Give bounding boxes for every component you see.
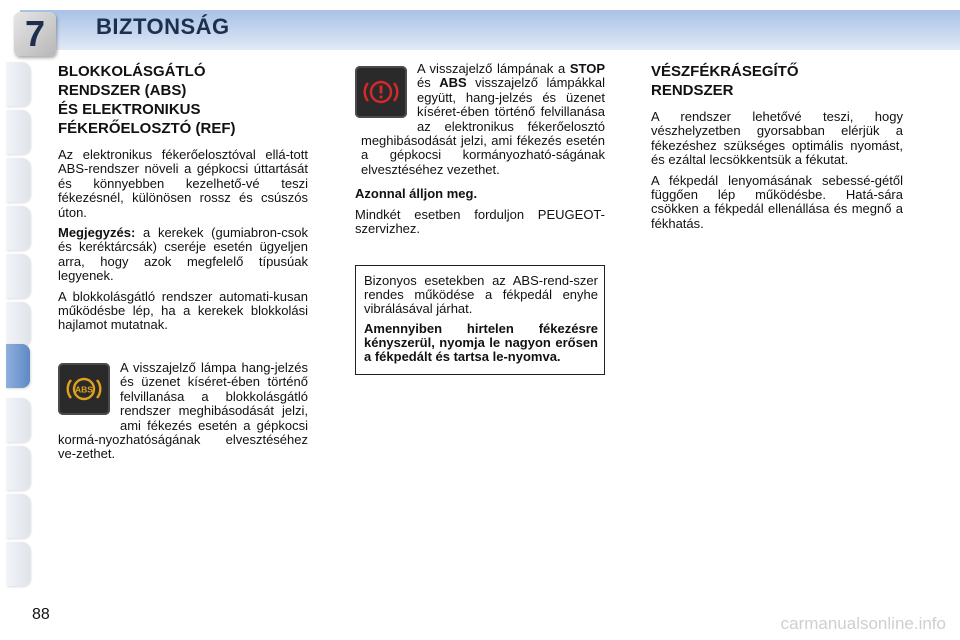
ref-lamp-paragraph: A visszajelző lámpának a STOP és ABS visszajelző lámpákkal együtt, hang-jelzés és üzenet kíséret-ében történő felvillanása az elektronikus fékerőelosztó meghibásodását jelzi, ami fékezés esetén a gépkocsi kormányozható-ságának elvesztéséhez vezethet. (361, 61, 606, 177)
side-tab-8[interactable] (6, 398, 30, 442)
side-tab-3[interactable] (6, 158, 30, 202)
chapter-number: 7 (24, 13, 46, 54)
side-tab-9[interactable] (6, 446, 30, 490)
abs-note-paragraph: Megjegyzés: a kerekek (gumiabron-csok és keréktárcsák) cseréje esetén ügyeljen arra, hogy azok megfelelő típusúak legyenek. (58, 225, 308, 284)
abs-auto-paragraph: A blokkolásgátló rendszer automati-kusan működésbe lép, ha a kerekek blokkolási hajlamot mutatnak. (58, 288, 308, 333)
abs-section (58, 62, 308, 468)
abs-warning-icon (58, 363, 110, 415)
page-title: BIZTONSÁG (96, 14, 230, 39)
brake-assist-paragraph-2: A fékpedál lenyomásának sebessé-gétől függően lép működésbe. Hatá-sára csökken a fékpedál ellenállása és megnő a fékhatás. (651, 172, 903, 231)
chapter-number-badge (14, 12, 56, 56)
warning-box-paragraph-1: Bizonyos esetekben az ABS-rend-szer rendes működése a fékpedál enyhe vibrálásával járhat. (364, 273, 598, 316)
abs-section-title: BLOKKOLÁSGÁTLÓ RENDSZER (ABS) ÉS ELEKTRONIKUS FÉKERŐELOSZTÓ (REF) (58, 63, 236, 137)
page-number: 88 (32, 606, 50, 623)
brake-assist-title: VÉSZFÉKRÁSEGÍTŐ RENDSZER (651, 63, 799, 99)
side-tab-10[interactable] (6, 494, 30, 538)
side-tab-7-active[interactable] (6, 344, 30, 388)
stop-immediately-text: Azonnal álljon meg. (355, 186, 478, 202)
abs-icon-label: ABS (75, 384, 93, 395)
warning-box-paragraph-2: Amennyiben hirtelen fékezésre kényszerül, nyomja le nagyon erősen a fékpedált és tartsa le-nyomva. (364, 321, 598, 364)
warning-box (355, 265, 605, 375)
brake-warning-icon (355, 66, 407, 118)
side-tab-1[interactable] (6, 62, 30, 106)
service-paragraph: Mindkét esetben forduljon PEUGEOT-szervizhez. (355, 206, 605, 237)
ref-section (355, 62, 605, 242)
abs-lamp-paragraph: A visszajelző lámpa hang-jelzés és üzenet kíséret-ében történő felvillanása a blokkolásgátló rendszer meghibásodását jelzi, ami fékezés esetén a gépkocsi kormá-nyozhatóságának elvesztéséhez ve-zethet. (58, 359, 308, 462)
side-tab-5[interactable] (6, 254, 30, 298)
side-tab-11[interactable] (6, 542, 30, 586)
watermark: carmanualsonline.info (780, 614, 946, 633)
brake-assist-paragraph-1: A rendszer lehetővé teszi, hogy vészhelyzetben gyorsabban elérjük a fékezéshez szükséges optimális nyomást, és ezáltal lecsökkentsük a fékutat. (651, 109, 903, 168)
side-tab-4[interactable] (6, 206, 30, 250)
abs-intro-paragraph: Az elektronikus fékerőelosztóval ellá-tott ABS-rendszer növeli a gépkocsi úttartását és könnyebben kezelhető-vé teszi fékezésnél, különösen rossz és csúszós úton. (58, 147, 308, 220)
side-tab-6[interactable] (6, 302, 30, 346)
brake-assist-section (651, 62, 903, 237)
note-label: Megjegyzés: (58, 225, 136, 241)
side-tab-2[interactable] (6, 110, 30, 154)
